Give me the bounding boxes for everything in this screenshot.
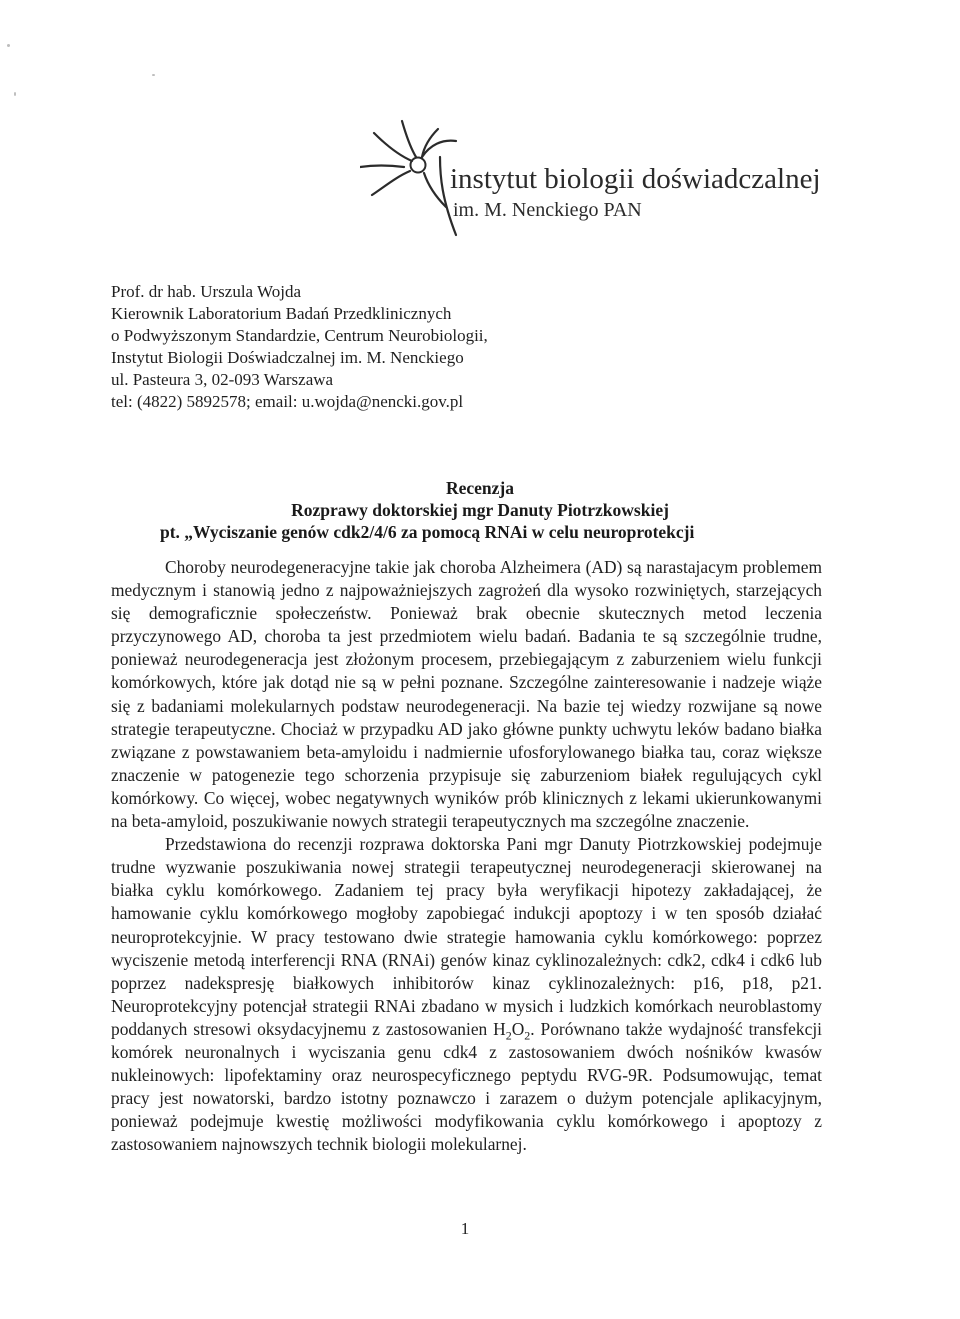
title-recenzja: Recenzja [445,478,515,498]
subscript-2a: 2 [505,1028,512,1043]
page-number: 1 [460,1219,470,1238]
scan-speck [152,74,155,76]
title-dissertation: Rozprawy doktorskiej mgr Danuty Piotrzkowskiej [291,500,669,520]
reviewer-address [111,281,488,413]
paragraph-2-part-a: Przedstawiona do recenzji rozprawa doktorska Pani mgr Danuty Piotrzkowskiej podejmuje trudne wyzwanie poszukiwania nowej strategii terapeutycznej neurodegeneracji skierowanej na białka cyklu komórkowego. Zadaniem tej pracy była weryfikacji hipotezy zakładającej, że hamowanie cyklu komórkowego mogłoby zapobiegać indukcji apoptozy i w ten sposób działać neuroprotekcyjnie. W pracy testowano dwie strategie hamowania cyklu komórkowego: poprzez wyciszenie metodą interferencji RNA (RNAi) genów kinaz cyklinozależnych: cdk2, cdk4 i cdk6 lub poprzez nadekspresję białkowych inhibitorów kinaz cyklinozależnych: p16, p18, p21. Neuroprotekcyjny potencjał strategii RNAi zbadano w mysich i ludzkich komórkach neuroblastomy poddanych stresowi oksydacyjnemu z zastosowanien H [111,834,822,1039]
review-title [160,477,800,543]
address-line: o Podwyższonym Standardzie, Centrum Neurobiologii, [111,326,488,345]
paragraph-2-oxygen: O [511,1018,525,1039]
title-topic: pt. „Wyciszanie genów cdk2/4/6 za pomocą RNAi w celu neuroprotekcji [160,522,695,542]
paragraph-1: Choroby neurodegeneracyjne takie jak choroba Alzheimera (AD) są narastajacym problemem medycznym i stanowią jedno z najpoważniejszych zagrożeń dla wysoko rozwiniętych, starzejących się demograficznie społeczeństw. Ponieważ brak obecnie skutecznych metod leczenia przyczynowego AD, choroba ta jest przedmiotem wielu badań. Badania te są szczególnie trudne, ponieważ neurodegeneracja jest złożonym procesem, przebiegającym z zaburzeniem wielu funkcji komórkowych, które jak dotąd nie są w pełni poznane. Szczególne zainteresowanie i nadzeje wiąże się z badaniami molekularnych podstaw neurodegeneracji. Na bazie tej wiedzy rozwijane są nowe strategie terapeutyczne. Chociaż w przypadku AD jako główne punkty uchwytu leków badano białka związane z powstawaniem beta-amyloidu i nadmiernie ufosforylowanego białka tau, coraz większe znaczenie w patogenezie tego schorzenia przypisuje się zaburzeniom białek regulujących cykl komórkowy. Co więcej, wobec negatywnych wyników prób klinicznych z lekami ukierunkowanymi na beta-amyloid, poszukiwanie nowych strategii terapeutycznych ma szczególne znaczenie. [111,557,822,832]
address-line: Prof. dr hab. Urszula Wojda [111,282,301,301]
address-line: Kierownik Laboratorium Badań Przedklinicznych [111,304,452,323]
paragraph-2-part-b: . Porównano także wydajność transfekcji komórek neuronalnych i wyciszania genu cdk4 z zastosowaniem dwóch nośników kwasów nukleinowych: lipofektaminy oraz neurospecyficznego peptydu RVG-9R. Podsumowując, temat pracy jest nowatorski, bardzo istotny poznawczo i zarazem o dużym potencjale aplikacyjnym, ponieważ podejmuje kwestię możliwości modyfikowania cyklu komórkowego i apoptozy z zastosowaniem najnowszych technik biologii molekularnej. [111,1018,822,1155]
neuron-logo-icon [360,117,460,237]
subscript-2b: 2 [524,1028,531,1043]
review-body [111,556,822,1156]
institute-subtitle: im. M. Nenckiego PAN [453,199,642,221]
scan-speck [7,44,10,47]
address-line: ul. Pasteura 3, 02-093 Warszawa [111,370,334,389]
institute-name: instytut biologii doświadczalnej [450,163,821,195]
scan-speck [14,92,16,96]
address-line: tel: (4822) 5892578; email: u.wojda@nencki.gov.pl [111,392,464,411]
paragraph-2 [111,833,822,1156]
institute-logo [360,117,830,237]
address-line: Instytut Biologii Doświadczalnej im. M. Nenckiego [111,348,464,367]
